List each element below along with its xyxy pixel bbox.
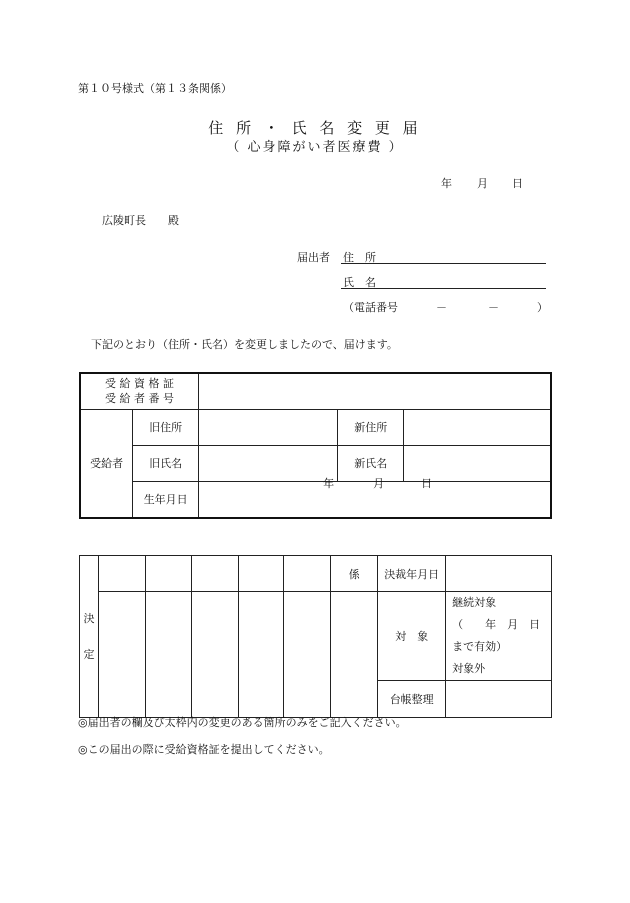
form-title: 住 所 ・ 氏 名 変 更 届 <box>208 119 422 137</box>
birthdate-field[interactable] <box>199 476 551 518</box>
decision-table <box>79 555 552 718</box>
addressee: 広陵町長 殿 <box>102 214 179 227</box>
phone-label: （電話番号 <box>343 301 398 314</box>
stamp-cell-5[interactable] <box>284 592 331 718</box>
ledger-field[interactable] <box>446 681 552 718</box>
new-name-label: 新氏名 <box>338 445 404 481</box>
approval-cell-5[interactable] <box>284 556 331 592</box>
not-target-option[interactable]: 対象外 <box>452 662 486 675</box>
staff-label: 係 <box>331 556 378 592</box>
cert-number-field[interactable] <box>199 373 551 409</box>
ledger-label: 台帳整理 <box>378 681 446 718</box>
approval-cell-2[interactable] <box>145 556 191 592</box>
phone-close: ） <box>537 301 548 314</box>
recipient-table <box>79 372 552 519</box>
note-2: ◎この届出の際に受給資格証を提出してください。 <box>78 743 330 756</box>
birth-day: 日 <box>421 476 433 490</box>
phone-dash-1: － <box>436 301 447 314</box>
new-address-field[interactable] <box>404 409 551 445</box>
applicant-address-label: 住 所 <box>343 251 376 264</box>
birth-month: 月 <box>373 476 385 490</box>
stamp-cell-3[interactable] <box>191 592 238 718</box>
approval-cell-1[interactable] <box>98 556 145 592</box>
old-address-field[interactable] <box>199 409 338 445</box>
statement: 下記のとおり（住所・氏名）を変更しましたので、届けます。 <box>91 338 398 351</box>
birthdate-label: 生年月日 <box>133 481 199 518</box>
old-name-label: 旧氏名 <box>133 445 199 481</box>
decision-date-field[interactable] <box>446 556 552 592</box>
approval-cell-4[interactable] <box>238 556 284 592</box>
decision-label: 決 定 <box>80 556 99 718</box>
phone-dash-2: － <box>488 301 499 314</box>
stamp-cell-2[interactable] <box>145 592 191 718</box>
date-month: 月 <box>477 177 488 190</box>
applicant-name-label: 氏 名 <box>343 276 376 289</box>
recipient-label: 受給者 <box>80 409 133 518</box>
name-underline <box>341 288 546 289</box>
approval-cell-3[interactable] <box>191 556 238 592</box>
date-day: 日 <box>512 177 523 190</box>
target-label: 対 象 <box>378 592 446 681</box>
note-1: ◎届出者の欄及び太枠内の変更のある箇所のみをご記入ください。 <box>78 716 407 729</box>
validity-period: （ 年 月 日まで有効） <box>452 618 541 653</box>
old-name-field[interactable] <box>199 445 338 481</box>
applicant-label: 届出者 <box>297 251 330 264</box>
form-subtitle: （ 心身障がい者医療費 ） <box>226 140 404 155</box>
birth-year: 年 <box>323 476 335 490</box>
date-year: 年 <box>441 177 452 190</box>
stamp-cell-4[interactable] <box>238 592 284 718</box>
continuing-option[interactable]: 継続対象 <box>452 596 497 609</box>
cert-number-label: 受 給 資 格 証 受 給 者 番 号 <box>80 373 199 409</box>
decision-date-label: 決裁年月日 <box>378 556 446 592</box>
address-underline <box>341 263 546 264</box>
target-options <box>446 592 552 681</box>
new-address-label: 新住所 <box>338 409 404 445</box>
stamp-cell-6[interactable] <box>331 592 378 718</box>
old-address-label: 旧住所 <box>133 409 199 445</box>
stamp-cell-1[interactable] <box>98 592 145 718</box>
form-number: 第１０号様式（第１３条関係） <box>78 82 232 95</box>
